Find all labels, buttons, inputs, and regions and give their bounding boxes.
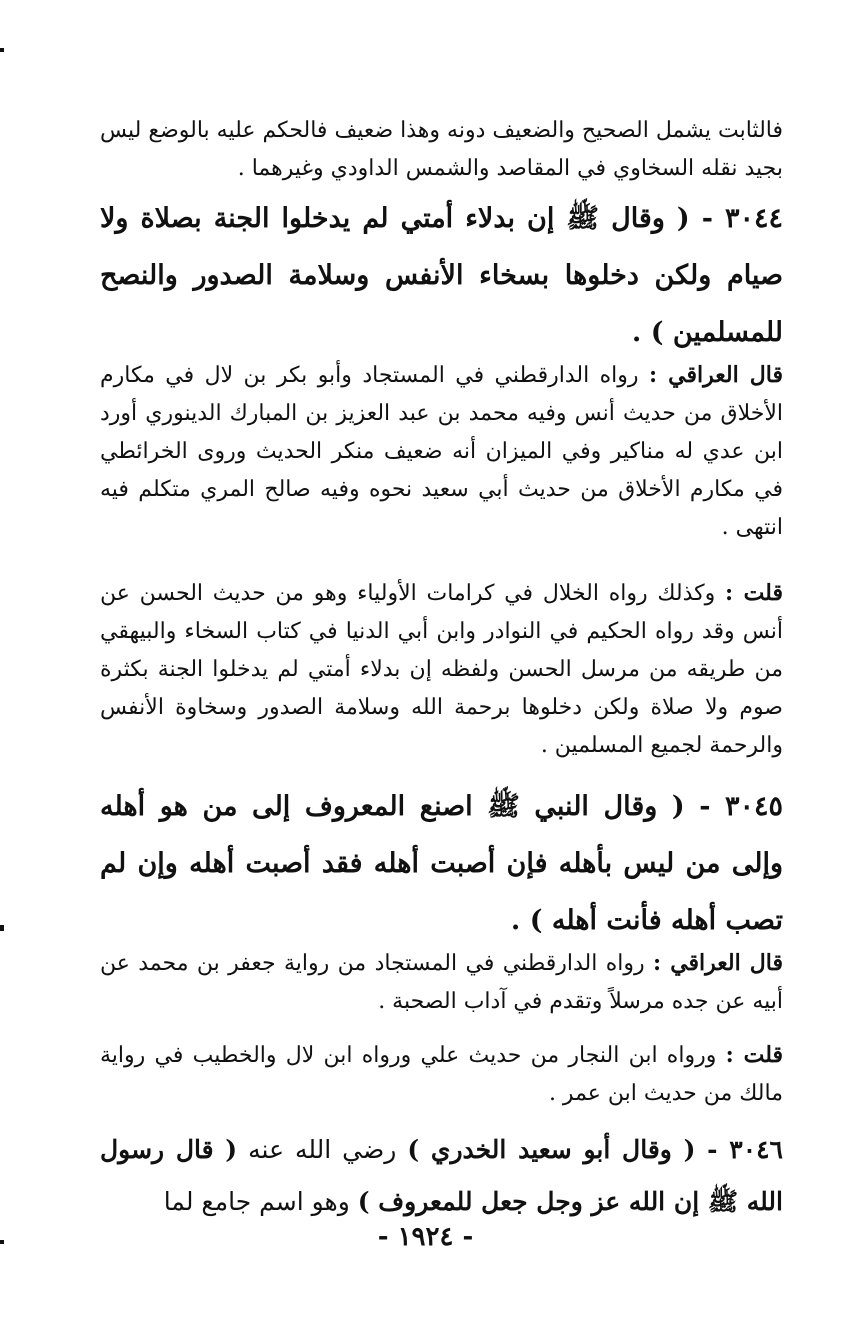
qult-1-text: وكذلك رواه الخلال في كرامات الأولياء وهو من حديث الحسن عن أنس وقد رواه الحكيم في النوادر وابن أبي الدنيا في كتاب السخاء والبيهقي من طريقه من مرسل الحسن ولفظه إن بدلاء أمتي لم يدخلوا الجنة بكثرة صوم ولا صلاة ولكن دخلوها برحمة الله وسلامة الصدور وسخاوة الأنفس والرحمة لجميع المسلمين . (100, 581, 783, 758)
paragraph-intro-text: فالثابت يشمل الصحيح والضعيف دونه وهذا ضعيف فالحكم عليه بالوضع ليس بجيد نقله السخاوي في المقاصد والشمس الداودي وغيرهما . (100, 118, 783, 181)
paragraph-qult-1 (100, 574, 783, 765)
iraqi-label-2: قال العراقي : (653, 950, 783, 976)
hadith-3044-heading (100, 190, 783, 361)
paragraph-intro (100, 112, 783, 188)
hadith-3046-heading (100, 1124, 783, 1228)
paragraph-iraqi-commentary-1 (100, 356, 783, 547)
paragraph-iraqi-commentary-2 (100, 944, 783, 1021)
iraqi-commentary-2-text: رواه الدارقطني في المستجاد من رواية جعفر بن محمد عن أبيه عن جده مرسلاً وتقدم في آداب الصحبة . (100, 951, 783, 1014)
qult-label-2: قلت : (725, 1042, 783, 1068)
hadith-3046-part-a: ٣٠٤٦ - ( وقال أبو سعيد الخدري ) (407, 1135, 783, 1164)
hadith-3046-part-c: ( قال رسول الله ﷺ إن الله عز وجل جعل للمعروف ) (100, 1135, 783, 1216)
iraqi-label-1: قال العراقي : (648, 362, 783, 388)
hadith-3046-part-b: رضي الله عنه (237, 1135, 408, 1164)
qult-2-text: ورواه ابن النجار من حديث علي ورواه ابن لال والخطيب في رواية مالك من حديث ابن عمر . (100, 1043, 783, 1106)
scan-edge-mark-middle (0, 925, 4, 931)
scan-edge-mark-top (0, 48, 4, 52)
page-number: - ١٩٢٤ - (377, 1222, 474, 1252)
hadith-3044-text: ٣٠٤٤ - ( وقال ﷺ إن بدلاء أمتي لم يدخلوا الجنة بصلاة ولا صيام ولكن دخلوها بسخاء الأنفس وسلامة الصدور والنصح للمسلمين ) . (100, 203, 783, 348)
hadith-3045-text: ٣٠٤٥ - ( وقال النبي ﷺ اصنع المعروف إلى من هو أهله وإلى من ليس بأهله فإن أصبت أهله فقد أصبت أهله وإن لم تصب أهله فأنت أهله ) . (100, 791, 783, 936)
qult-label-1: قلت : (725, 580, 783, 606)
hadith-3045-heading (100, 778, 783, 949)
hadith-3046-part-d: وهو اسم جامع لما (163, 1187, 358, 1216)
paragraph-qult-2 (100, 1036, 783, 1113)
iraqi-commentary-1-text: رواه الدارقطني في المستجاد وأبو بكر بن لال في مكارم الأخلاق من حديث أنس وفيه محمد بن عبد العزيز بن المبارك الدينوري أورد ابن عدي له مناكير وفي الميزان أنه ضعيف منكر الحديث وروى الخرائطي في مكارم الأخلاق من حديث أبي سعيد نحوه وفيه صالح المري متكلم فيه انتهى . (100, 363, 783, 540)
